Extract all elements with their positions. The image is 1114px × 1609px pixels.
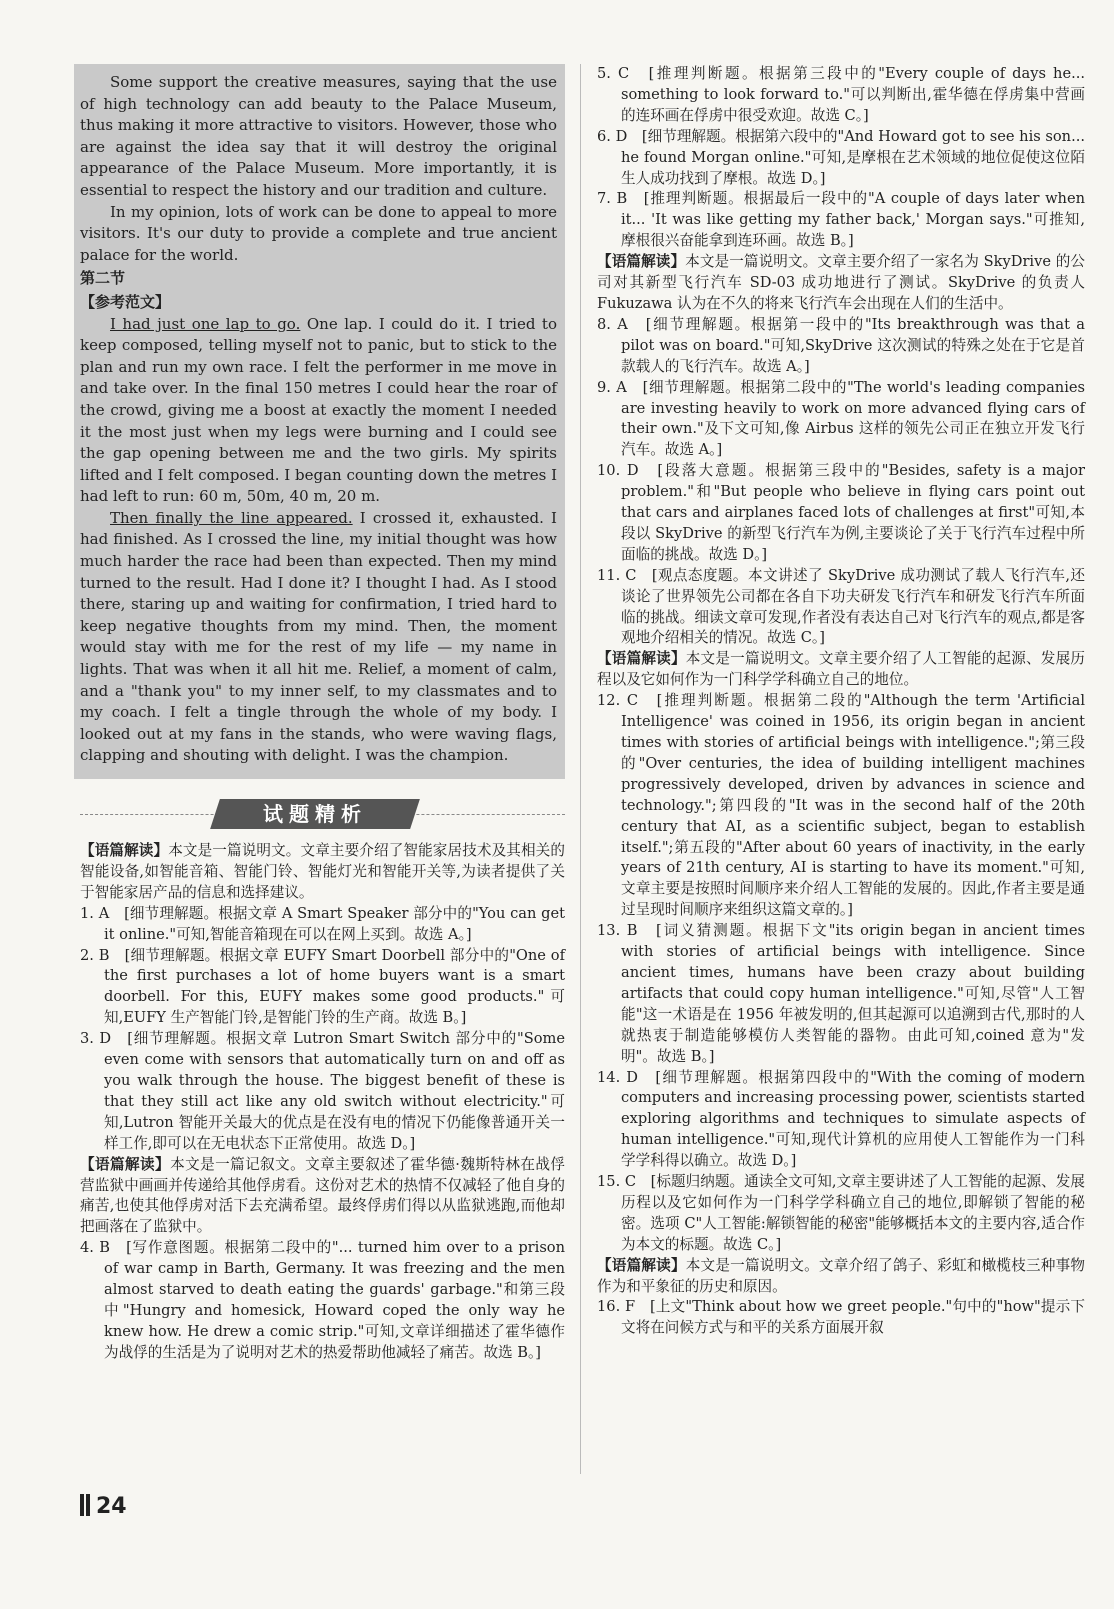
underlined-opening-2: Then finally the line appeared. — [110, 508, 353, 527]
page-marker-bar — [80, 1494, 84, 1516]
answer-11: 11. C [观点态度题。本文讲述了 SkyDrive 成功测试了载人飞行汽车,还谈论了世界领先公司都在各自下功夫研发飞行汽车和研发飞行汽车所面临的挑战。细读文章可发现,作者没有表达自己对飞行汽车的观点,都是客观地介绍相关的情况。故选 C。] — [597, 566, 1085, 647]
answer-1: 1. A [细节理解题。根据文章 A Smart Speaker 部分中的"You can get it online."可知,智能音箱现在可以在网上买到。故选 A。] — [80, 904, 565, 943]
answer-16: 16. F [上文"Think about how we greet people."句中的"how"提示下文将在问候方式与和平的关系方面展开叙 — [597, 1298, 1085, 1337]
answer-8: 8. A [细节理解题。根据第一段中的"Its breakthrough was that a pilot was on board."可知,SkyDrive 这次测试的特殊之处在于它是首款载人的飞行汽车。故选 A。] — [597, 315, 1085, 375]
answer-3: 3. D [细节理解题。根据文章 Lutron Smart Switch 部分中的"Some even come with sensors that automatically turn on and off as you walk through the house. The biggest benefit of these is that they still act like any old switch without electricity."可知,Lutron 智能开关最大的优点是在没有电的情况下仍能像普通开关一样工作,即可以在无电状态下正常使用。故选 D。] — [80, 1030, 565, 1152]
reading-note-2: 【语篇解读】本文是一篇记叙文。文章主要叙述了霍华德·魏斯特林在战俘营监狱中画画并传递给其他俘虏看。这份对艺术的热情不仅减轻了他自身的痛苦,也使其他俘虏对活下去充满希望。最终俘虏们得以从监狱逃跑,而他却把画落在了监狱中。 — [80, 1155, 565, 1236]
essay1-paragraph-2: In my opinion, lots of work can be done to appeal to more visitors. It's our duty to provide a complete and true ancient palace for the world. — [80, 202, 557, 264]
page-number-text: 24 — [96, 1494, 127, 1519]
answer-2: 2. B [细节理解题。根据文章 EUFY Smart Doorbell 部分中的"One of the first purchases a lot of home buyers want is a smart doorbell. For this, EUFY makes some good products."可知,EUFY 生产智能门铃,是智能门铃的生产商。故选 B。] — [80, 946, 565, 1027]
reading-note-1: 【语篇解读】本文是一篇说明文。文章主要介绍了智能家居技术及其相关的智能设备,如智能音箱、智能门铃、智能灯光和智能开关等,为读者提供了关于智能家居产品的信息和选择建议。 — [80, 842, 565, 901]
answer-12: 12. C [推理判断题。根据第二段的"Although the term 'Artificial Intelligence' was coined in 1956, its origin began in ancient times with stories of artificial beings with intelligence.";第三段的"Over centuries, the idea of building intelligent machines progressively developed, driven by advances in science and technology.";第四段的"It was in the second half of the 20th century that AI, as a scientific subject, began to establish itself.";第五段的"After about 60 years of inactivity, in the early years of 21th century, AI is starting to have its moment."可知,文章主要是按照时间顺序来介绍人工智能的发展的。因此,作者主要是通过呈现时间顺序来组织这篇文章的。] — [597, 692, 1085, 919]
essay2-paragraph-2 — [80, 508, 557, 767]
banner-title: 试题精析 — [263, 802, 367, 826]
answer-4: 4. B [写作意图题。根据第二段中的"... turned him over to a prison of war camp in Barth, Germany. It was freezing and the men almost starved to death eating the guards' garbage."和第三段中"Hungry and homesick, Howard coped the only way he knew how. He drew a comic strip."可知,文章详细描述了霍华德作为战俘的生活是为了说明对艺术的热爱帮助他减轻了痛苦。故选 B。] — [80, 1239, 565, 1361]
underlined-opening: I had just one lap to go. — [110, 314, 301, 333]
answer-7: 7. B [推理判断题。根据最后一段中的"A couple of days later when it... 'It was like getting my father back,' Morgan says."可推知,摩根很兴奋能拿到连环画。故选 B。] — [597, 190, 1085, 250]
answer-9: 9. A [细节理解题。根据第二段中的"The world's leading companies are investing heavily to work on more advanced flying cars of their own."及下文可知,像 Airbus 这样的领先公司正在独立开发飞行汽车。故选 A。] — [597, 378, 1085, 459]
reading-note-3: 【语篇解读】本文是一篇说明文。文章主要介绍了一家名为 SkyDrive 的公司对其新型飞行汽车 SD-03 成功地进行了测试。SkyDrive 的负责人 Fukuzawa 认为在不久的将来飞行汽车会出现在人们的生活中。 — [597, 253, 1085, 312]
page-marker-bar-2 — [86, 1494, 90, 1516]
page-number — [80, 1494, 127, 1519]
essay1-paragraph-1: Some support the creative measures, saying that the use of high technology can add beauty to the Palace Museum, thus making it more attractive to visitors. However, those who are against the idea say that it will destroy the original appearance of the Palace Museum. More importantly, it is essential to respect the history and our tradition and culture. — [80, 73, 557, 199]
answer-14: 14. D [细节理解题。根据第四段中的"With the coming of modern computers and increasing processing power, scientists started exploring algorithms and techniques to simulate aspects of human intelligence."可知,现代计算机的应用使人工智能作为一门科学学科得以确立。故选 D。] — [597, 1068, 1085, 1170]
analysis-left — [80, 841, 565, 1364]
answer-6: 6. D [细节理解题。根据第六段中的"And Howard got to see his son... he found Morgan online."可知,是摩根在艺术领域的地位促使这位陌生人成功找到了摩根。故选 D。] — [597, 127, 1085, 187]
reading-note-5: 【语篇解读】本文是一篇说明文。文章介绍了鸽子、彩虹和橄榄枝三种事物作为和平象征的历史和原因。 — [597, 1256, 1085, 1295]
answer-13: 13. B [词义猜测题。根据下文"its origin began in ancient times with stories of artificial beings with intelligence. Since ancient times, humans have been crazy about building artifacts that could copy human intelligence."可知,尽管"人工智能"这一术语是在 1956 年被发明的,但其起源可以追溯到古代,那时的人就热衷于制造能够模仿人类智能的器物。由此可知,coined 意为"发明"。故选 B。] — [597, 922, 1085, 1065]
essay2-paragraph-2-body: I crossed it, exhausted. I had finished. As I crossed the line, my initial thought was how much harder the race had been than expected. Then my mind turned to the result. Had I done it? I thought I had. As I stood there, staring up and waiting for confirmation, I tried hard to keep negative thoughts from my mind. Then, the moment would stay with me for the rest of my life — my name in lights. That was when it all hit me. Relief, a moment of calm, and a "thank you" to my inner self, to my classmates and to my coach. I felt a tingle through the whole of my body. I looked out at my fans in the stands, who were waving flags, clapping and shouting with delight. I was the champion. — [80, 508, 557, 765]
reading-note-4: 【语篇解读】本文是一篇说明文。文章主要介绍了人工智能的起源、发展历程以及它如何作为一门科学学科确立自己的地位。 — [597, 650, 1085, 689]
answer-5: 5. C [推理判断题。根据第三段中的"Every couple of days he... something to look forward to."可以判断出,霍华德在俘虏集中营画的连环画在俘虏中很受欢迎。故选 C。] — [597, 65, 1085, 124]
right-column — [597, 64, 1085, 1339]
column-divider — [580, 64, 581, 1474]
essay2-paragraph-1 — [80, 314, 557, 508]
essay2-paragraph-1-body: One lap. I could do it. I tried to keep composed, telling myself not to panic, but to stick to the plan and run my own race. I felt the performer in me move in and take over. In the final 150 metres I could hear the roar of the crowd, giving me a boost at exactly the moment I needed it the most just when my legs were burning and I could see the gap opening between me and the two girls. My spirits lifted and I felt composed. I began counting down the metres I had left to run: 60 m, 50m, 40 m, 20 m. — [80, 314, 557, 506]
section-banner — [80, 793, 565, 833]
sample-essay-box — [74, 64, 565, 779]
left-column — [80, 64, 565, 1364]
answer-15: 15. C [标题归纳题。通读全文可知,文章主要讲述了人工智能的起源、发展历程以及它如何作为一门科学学科确立自己的地位,即解锁了智能的秘密。选项 C"人工智能:解锁智能的秘密"能够概括本文的主要内容,适合作为本文的标题。故选 C。] — [597, 1173, 1085, 1253]
section-heading: 第二节 — [80, 269, 126, 288]
answer-10: 10. D [段落大意题。根据第三段中的"Besides, safety is a major problem."和"But people who believe in flying cars point out that cars and airplanes faced lots of challenges at first"可知,本段以 SkyDrive 的新型飞行汽车为例,主要谈论了关于飞行汽车过程中所面临的挑战。故选 D。] — [597, 462, 1085, 563]
reference-label: 【参考范文】 — [80, 292, 171, 311]
